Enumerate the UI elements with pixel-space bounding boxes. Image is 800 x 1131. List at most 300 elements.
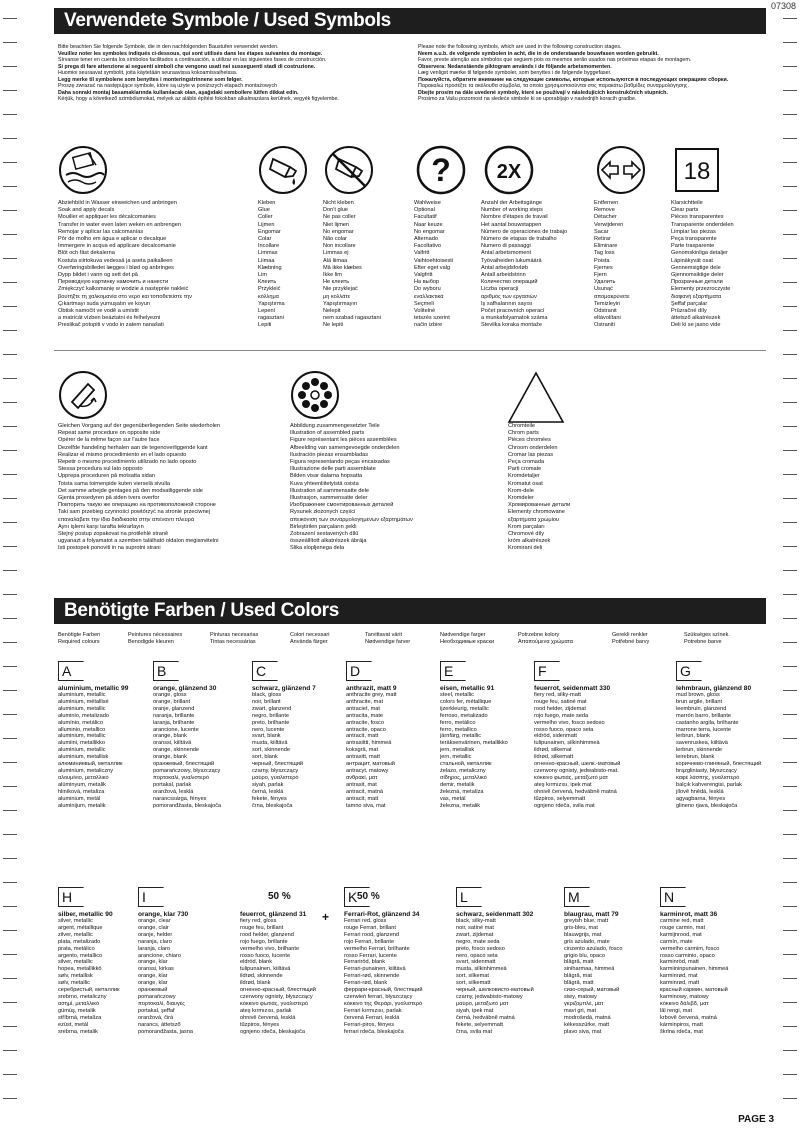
color-swatch	[153, 661, 249, 809]
swatch-header	[252, 661, 348, 681]
translation-line: εναλλακτικά	[414, 293, 444, 300]
swatch-translation: carmín, mate	[660, 938, 693, 945]
swatch-translation: antrasitt, matt	[346, 754, 380, 761]
translation-line: Remojar y aplicar las calcomanías	[58, 228, 144, 235]
intro-line: Huomioi seuraavat symbolit, joita käytetään seuraavissa kokoamisvaiheissa.	[58, 70, 238, 76]
swatch-translation: oranje, helder	[138, 931, 173, 938]
swatch-translation: orange, blank	[153, 754, 187, 761]
swatch-translation: demir, metalik	[440, 781, 475, 788]
translation-line: Удалить	[594, 279, 616, 286]
swatch-translation: orange, clair	[138, 924, 169, 931]
translation-line: Non incollare	[323, 243, 356, 250]
swatch-translation: orange, clear	[138, 918, 171, 924]
swatch-color-name: feuerrot, glänzend 31	[240, 911, 307, 918]
swatch-letter: E	[440, 661, 466, 681]
translation-line: Rysunek złożonych części	[290, 509, 356, 516]
color-swatch	[440, 661, 536, 809]
swatch-translation: karminrød, mat	[660, 973, 698, 980]
translation-line: Facultatif	[414, 214, 437, 221]
swatch-translation: черный, блестящий	[252, 761, 304, 768]
swatch-translation: siyah, ipek mat	[456, 1007, 494, 1014]
swatch-translation: ildrød, silkemat	[534, 747, 572, 754]
translation-line: Chroom onderdelen	[508, 444, 558, 451]
swatch-translation: gümüş, metalik	[58, 1007, 96, 1014]
swatch-translation: antracit, matná	[346, 788, 383, 795]
swatch-translation: ognjeno rdeča, bleskajoča	[240, 1028, 305, 1035]
swatch-translation: μαύρο, γυαλιστερό	[252, 774, 299, 781]
intro-line: Παρακαλώ προσέξτε τα ακόλουθα σύμβολα, τα οποία χρησιμοποιούνται στις παρακάτω βαθμίδες συναρμολόγησης.	[418, 83, 689, 89]
color-swatch	[534, 661, 630, 809]
swatch-translation: fiery red, silky-matt	[534, 692, 581, 698]
swatch-color-name: orange, klar 730	[138, 911, 189, 918]
language-header-line: Nødvendige farver	[365, 638, 411, 645]
intro-line: Observera: Nedanstående piktogram används i de följande arbetsmomenten.	[418, 63, 612, 70]
language-header-line: Pinturas necesarias	[210, 632, 259, 638]
translation-line: Chrom parts	[508, 430, 539, 437]
swatch-translation: orange, brillant	[153, 698, 191, 705]
swatch-translation: aluminio, metalizado	[58, 712, 109, 719]
translation-line: Do wyboru	[414, 286, 441, 293]
translation-line: Dypp bildet i vann og sett det på	[58, 272, 138, 279]
swatch-translation: rouge carmin, mat	[660, 924, 706, 931]
swatch-translation: eldröd, blank	[240, 959, 273, 966]
intro-line: Kérjük, hogy a következő szimbólumokat, melyek az alábbi építési fokokban alkalmazásra kerülnek, vegyék figyelembe.	[58, 96, 339, 102]
swatch-translation: aluminium, métallisé	[58, 698, 109, 705]
language-header-line: Benodigde kleuren	[128, 638, 174, 645]
swatch-translations	[153, 692, 249, 809]
swatch-translation: gris-bleu, mat	[564, 924, 598, 931]
swatch-translation: κόκκινο δάλιβδ, ματ	[660, 1000, 709, 1007]
right-margin-ticks	[780, 0, 800, 1131]
translation-line: αριθμός των εργασιών	[481, 293, 537, 300]
swatch-translation: lâl rengi, mat	[660, 1007, 693, 1014]
translation-line: Entfernen	[594, 200, 619, 206]
swatch-translation: алюминиевый, металлик	[58, 761, 123, 768]
swatch-color-name: blaugrau, matt 79	[564, 911, 619, 918]
translation-line: Pièces chromées	[508, 437, 551, 444]
color-swatch	[344, 887, 440, 1035]
language-header-line: Potrebne barve	[684, 638, 722, 645]
swatch-translation: nero, lucente	[252, 726, 285, 733]
translation-line: Deli ki se jasno vide	[671, 322, 721, 329]
language-header	[365, 632, 410, 645]
language-header-line: Potrzebne kolory	[518, 632, 560, 638]
translation-line: Naar keuze	[414, 221, 443, 228]
page-number: PAGE 3	[738, 1114, 774, 1125]
swatch-translation: ohnivě červená, lesklá	[240, 1014, 296, 1021]
translation-line: Fjern	[594, 272, 607, 279]
translation-line: Kuva yhteenliitetyistä osista	[290, 480, 359, 487]
intro-line: Læg venligst mærke til følgende symboler, som benyttes i de følgende byggefaser.	[418, 70, 612, 76]
translation-line: Numero di passaggi	[481, 243, 531, 250]
translation-line: Soak and apply decals	[58, 207, 115, 214]
translation-line: Liczba operacji	[481, 286, 519, 293]
language-header	[290, 632, 329, 645]
swatch-translation: colors fer, métallique	[440, 698, 492, 705]
swatch-translation: narancs, áttetsző	[138, 1021, 181, 1028]
mix-percentage: 50 %	[268, 891, 291, 902]
swatch-translation: ognjeno rdeča, svila mat	[534, 802, 595, 809]
symbol-translation-column	[414, 200, 482, 330]
swatch-translation: стальной, металлик	[440, 761, 492, 768]
translation-line: Alternado	[414, 236, 438, 243]
swatch-translation: blågrå, mat	[564, 973, 592, 980]
translation-line: Zmiękczyć kalkomanię w wodzie a następnie nakleić	[58, 286, 189, 293]
swatch-translation: серебристый, металлик	[58, 987, 120, 994]
translation-line: Limmas ej	[323, 250, 349, 257]
language-header-line: Använda färger	[290, 638, 328, 645]
swatch-translation: glineno rjava, bleskajoča	[676, 802, 738, 809]
symbol-translation-column	[290, 423, 485, 553]
translation-line: Temizleyin	[594, 300, 621, 307]
symbol-icons-row-2	[58, 370, 770, 420]
swatch-color-name: feuerrot, seidenmatt 330	[534, 685, 611, 692]
translation-line: απεικόνιση των συναρμολογημένων εξαρτημάτων	[290, 516, 413, 523]
translation-line: Parti cromate	[508, 466, 542, 473]
clear-parts-icon	[672, 145, 722, 195]
swatch-translation: ezüst, metál	[58, 1021, 89, 1028]
symbol-translation-column	[508, 423, 628, 553]
translation-line: Facoltativo	[414, 243, 442, 250]
translation-line: Realizar el mismo procedimiento en el lado opuesto	[58, 451, 187, 458]
translation-line: Må ikke klæbes	[323, 264, 362, 271]
translation-line: κόλλημα	[258, 293, 279, 300]
swatch-translation: ferro, metálico	[440, 719, 476, 726]
translation-line: nem szabad ragasztani	[323, 315, 381, 322]
translation-line: Älä liimaa	[323, 257, 348, 264]
swatch-translation: orange, klar	[138, 980, 168, 987]
swatch-translation: narancssárga, fényes	[153, 795, 207, 802]
swatch-translation: svart, sidenmatt	[456, 959, 496, 966]
swatch-translation: czerwień ferrari, błyszczący	[344, 993, 413, 1000]
water-decal-icon	[58, 145, 108, 195]
language-header-line: Tarvittavat värit	[365, 632, 402, 638]
swatch-translation: antracit, matt	[346, 733, 379, 740]
translation-line: Seçmeli	[414, 300, 434, 307]
swatch-letter: C	[252, 661, 278, 681]
translation-line: Fjernes	[594, 264, 613, 271]
translation-line: Taki sam przebieg czynności powtórzyć na stronie przeciwnej	[58, 509, 211, 516]
swatch-translation: gris azulado, mate	[564, 938, 610, 945]
swatch-translation: sort, silkemat	[456, 973, 489, 980]
swatch-translations	[534, 692, 630, 809]
symbol-translation-column	[594, 200, 654, 330]
translation-line: Eliminare	[594, 243, 618, 250]
swatch-translation: κόκκινο της Φεράρι, γυαλιστερό	[344, 1000, 423, 1007]
translation-line: İş safhalarının sayısı	[481, 300, 533, 307]
swatch-translation: alüminyum, metalik	[58, 781, 106, 788]
repeat-count-icon	[484, 145, 534, 195]
language-header-line: Nødvendige farger	[440, 632, 486, 638]
swatch-translation: κόκκινο φωτιάς, γυαλιστερό	[240, 1000, 309, 1007]
translation-line: Tag loss	[594, 250, 615, 257]
swatch-translation: aluminium, metallic	[58, 733, 106, 740]
swatch-translation: argent, métallique	[58, 924, 103, 931]
swatch-translation: antrasiitti, himmeä	[346, 740, 392, 747]
swatch-translation: brązgliniasty, błyszczący	[676, 767, 737, 774]
swatch-translations	[564, 918, 660, 1035]
swatch-translation: prata, metálico	[58, 945, 95, 952]
swatch-translation: noir, brillant	[252, 698, 281, 705]
swatch-letter: M	[564, 887, 590, 907]
color-swatch	[138, 887, 234, 1035]
swatch-translation: tamno siva, mat	[346, 802, 386, 809]
swatch-color-name: eisen, metallic 91	[440, 685, 495, 692]
translation-line: Retirar	[594, 236, 611, 243]
translation-line: Прозрачные детали	[671, 279, 723, 286]
translation-line: Anzahl der Arbeitsgänge	[481, 200, 542, 206]
swatch-translation: arancione, chiaro	[138, 952, 181, 959]
swatch-color-name: orange, glänzend 30	[153, 685, 217, 692]
swatch-translation: zwart, glanzend	[252, 705, 292, 712]
swatch-letter: D	[346, 661, 372, 681]
swatch-translation: оранжевый, блестящий	[153, 761, 215, 768]
translation-line: No engomar	[323, 228, 354, 235]
swatch-translation: carmine red, matt	[660, 918, 704, 924]
translation-line: Repetir o mesmo procedimento utilizado no lado oposto	[58, 459, 197, 466]
language-header-line: Απαιτούμενα χρώματα	[518, 638, 573, 645]
swatch-translation: järnfärg, metallic	[440, 733, 482, 740]
swatch-translation: ferroso, metalizado	[440, 712, 488, 719]
swatch-header	[456, 887, 552, 907]
translation-line: Liimaa	[258, 257, 275, 264]
translation-line: Lijmen	[258, 221, 275, 228]
swatch-color-name: karminrot, matt 36	[660, 911, 718, 918]
translation-line: Remove	[594, 207, 615, 214]
language-header-line: Benötigte Farben	[58, 632, 101, 638]
swatch-translation: zwart, zijdemat	[456, 931, 494, 938]
translation-line: Blöt och fäst dekalerna	[58, 250, 115, 257]
symbol-icons-row	[58, 145, 770, 195]
translation-line: Odstranit	[594, 308, 617, 315]
translation-line: Genomskinliga detaljer	[671, 250, 728, 257]
swatch-translation: oranssi, kiiltävä	[153, 740, 192, 747]
swatch-translation: antracyt, matowy	[346, 767, 389, 774]
swatch-color-name: silber, metallic 90	[58, 911, 113, 918]
swatch-translation: antracite, fosco	[346, 719, 384, 726]
language-header-line: Gerekli renkler	[612, 632, 648, 638]
swatch-translation: sølv, metallic	[58, 980, 90, 987]
swatch-translation: preto, fosco sedoso	[456, 945, 505, 952]
language-header-line: Необходимые краски	[440, 638, 495, 645]
language-header	[518, 632, 573, 645]
symbol-translation-column	[671, 200, 771, 330]
swatch-translation: balçık kahverengisi, parlak	[676, 781, 742, 788]
translation-line: Ilustración piezas ensambladas	[290, 451, 369, 458]
translation-line: Abziehbild in Wasser einweichen und anbringen	[58, 200, 177, 206]
swatch-translation: Ferrari-rød, blank	[344, 980, 388, 987]
swatch-translations	[252, 692, 348, 809]
swatch-translation: lerbrun, skinnende	[676, 747, 723, 754]
swatch-translation: stříbrná, metalíza	[58, 1014, 102, 1021]
translation-line: Illustration af sammensatte dele	[290, 487, 369, 494]
translation-line: Isti postopek ponoviti in na suprotni strani	[58, 545, 161, 552]
translation-line: Aynı işlemi karşı tarafta tekrarlayın	[58, 523, 144, 530]
swatch-translation: vermelho carmim, fosco	[660, 945, 720, 952]
swatch-translation: oranžová, čirá	[138, 1014, 174, 1021]
swatch-translation: rouge Ferrari, brillant	[344, 924, 396, 931]
swatch-translation: črna, svila mat	[456, 1028, 493, 1035]
swatch-translation: modrošedá, matná	[564, 1014, 611, 1021]
translation-line: Parte trasparente	[671, 243, 715, 250]
swatch-translation: eldröd, sidenmatt	[534, 733, 577, 740]
swatch-translation: negro, mate seda	[456, 938, 500, 945]
translation-line: Niet lijmen	[323, 221, 350, 228]
swatch-translation: aluminium, metallic	[58, 705, 106, 712]
swatch-translation: srebrna, metalik	[58, 1028, 98, 1035]
glue-icon	[258, 145, 308, 195]
translation-line: Number of working steps	[481, 207, 543, 214]
swatch-translation: naranja, brillante	[153, 712, 195, 719]
translation-line: tetszés szerint	[414, 315, 450, 322]
translation-line: Zobrazení sestavených dílů	[290, 531, 359, 538]
swatch-translation: naranja, claro	[138, 938, 172, 945]
intro-line: Sírvanse tener en cuenta los símbolos facilitados a continuación, a utilizar en las siguientes fases de construcción.	[58, 57, 327, 63]
swatch-translation: škrlna rdeča, mat	[660, 1028, 703, 1035]
translation-line: ragasztani	[258, 315, 284, 322]
swatch-translation: aluminium, metallic	[58, 747, 106, 754]
language-header	[684, 632, 730, 645]
intro-right	[418, 44, 768, 103]
translation-line: Peça cromada	[508, 459, 545, 466]
left-margin-ticks	[0, 0, 20, 1131]
intro-line: Dbejte prosím na dále uvedené symboly, které se používají v následujících konstrukčních stupních.	[418, 89, 668, 96]
swatch-translation: agyagbarna, fényes	[676, 795, 726, 802]
language-header-line: Tintas necessárias	[210, 638, 256, 645]
swatch-translation: pomoranđžasta, bleskajoča	[153, 802, 222, 809]
swatch-translation: оранжевый	[138, 987, 168, 994]
remove-icon	[596, 145, 646, 195]
translation-line: Número de operaciones de trabajo	[481, 228, 568, 235]
translation-line: Usunąć	[594, 286, 613, 293]
translation-line: Upprepa proceduren på motsatta sidan	[58, 473, 156, 480]
translation-line: No engomar	[414, 228, 445, 235]
translation-line: Kostuta siirtokuva vedessä ja aseta paikalleen	[58, 257, 173, 264]
swatch-translation: karminröd, matt	[660, 959, 699, 966]
no-glue-icon	[324, 145, 374, 195]
intro-line: Пожалуйста, обратите внимание на следующие символы, которые используются в последующих операциях сборки.	[418, 76, 729, 83]
swatch-translation: aluminium, metallisk	[58, 754, 109, 761]
language-header-line: Szükséges színek.	[684, 632, 730, 638]
swatch-translation: aluminium, metaliczny	[58, 767, 114, 774]
swatch-translations	[456, 918, 552, 1035]
swatch-translation: ferrari rdeča, bleskajoča	[344, 1028, 404, 1035]
swatch-header	[153, 661, 249, 681]
translation-line: Glue	[258, 207, 270, 214]
mix-plus-sign: +	[322, 910, 330, 924]
swatch-translation: antracite, opaco	[346, 726, 386, 733]
swatch-translation: orange, blank	[153, 733, 187, 740]
translation-line: Številka koraka montaže	[481, 322, 542, 329]
translation-line: Ostraniti	[594, 322, 615, 329]
translation-line: επαναλάβετε την ίδια διαδικασία στην απέναντι πλευρά	[58, 516, 195, 523]
swatch-translation: ferro, metallico	[440, 726, 477, 733]
swatch-translation: orange, skinnende	[153, 747, 200, 754]
symbol-translation-column	[58, 200, 258, 330]
swatch-translation: anthracite grey, matt	[346, 692, 397, 698]
translation-line: Wahlweise	[414, 200, 441, 206]
swatch-translation: krbově červená, matná	[660, 1014, 717, 1021]
translation-line: Peça transparente	[671, 236, 717, 243]
translation-line: Transparente onderdelen	[671, 221, 734, 228]
swatch-translation: fekete, selyemmatt	[456, 1021, 503, 1028]
swatch-translations	[58, 692, 154, 809]
translation-line: Slika sloplјenega dela	[290, 545, 345, 552]
swatch-translation: nero, opaco seta	[456, 952, 498, 959]
intro-line: Please note the following symbols, which are used in the following construction stages.	[418, 44, 622, 50]
translation-line: Repeat same procedure on opposite side	[58, 430, 161, 437]
swatch-translation: argento, metallico	[58, 952, 103, 959]
translation-line: Volitelné	[414, 308, 436, 315]
swatch-color-name: anthrazit, matt 9	[346, 685, 397, 692]
swatch-translation: hopea, metallikkö	[58, 966, 102, 973]
assembled-parts-icon	[290, 370, 340, 420]
swatch-translation: plata, metalizado	[58, 938, 101, 945]
swatch-translation: Ferrari red, gloss	[344, 918, 387, 924]
swatch-translation: sort, blank	[252, 754, 278, 761]
swatch-color-name: aluminium, metallic 99	[58, 685, 129, 692]
swatch-translation: brun argile, brillant	[676, 698, 723, 705]
swatch-header	[660, 887, 756, 907]
translation-line: Don't glue	[323, 207, 349, 214]
translation-line: Nelepit	[323, 308, 341, 315]
swatch-translation: savenruskea, kiiltävä	[676, 740, 728, 747]
swatch-translation: greyish blue, matt	[564, 918, 609, 924]
translation-line: Gennemsigtige dele	[671, 264, 721, 271]
color-swatch	[660, 887, 756, 1035]
swatch-translation: hliníková, metalíza	[58, 788, 105, 795]
translation-line: Klarsichtteile	[671, 200, 703, 206]
swatch-translation: siniharmaa, himmeä	[564, 966, 615, 973]
swatch-translation: svart, blank	[252, 733, 281, 740]
swatch-translation: siyah, parlak	[252, 781, 284, 788]
translation-line: μη κολλάτε	[323, 293, 351, 300]
intro-line: Neem a.u.b. de volgende symbolen in acht, die in de onderstaande bouwfasen worden gebruikt.	[418, 50, 659, 57]
translation-line: a matricát vízben beáztatni és felhelyezni	[58, 315, 161, 322]
translation-line: Lepiti	[258, 322, 272, 329]
swatch-translation: sort, skinnende	[252, 747, 290, 754]
swatch-translation: grigio blu, opaco	[564, 952, 606, 959]
swatch-letter: L	[456, 887, 482, 907]
translation-line: Työvaiheiden lukumäärä	[481, 257, 542, 264]
translation-line: Opérer de la même façon sur l'autre face	[58, 437, 160, 444]
swatch-translation: rosso Ferrari, lucente	[344, 952, 397, 959]
translation-line: Kromdeler	[508, 495, 534, 502]
translation-line: Transfer in water even laten weken en anbrengen	[58, 221, 181, 228]
swatch-header	[534, 661, 630, 681]
swatch-translation: černá, lesklá	[252, 788, 284, 795]
swatch-translation: castanho argila, brilhante	[676, 719, 739, 726]
translation-line: Antal arbejdsforløb	[481, 264, 528, 271]
swatch-translation: żelazo, metaliczny	[440, 767, 486, 774]
swatch-translation: rood helder, glanzend	[240, 931, 294, 938]
swatch-translation: rouge feu, satiné mat	[534, 698, 587, 705]
swatch-translation: železná, metalíza	[440, 788, 484, 795]
swatch-translation: aluminijum, metalik	[58, 802, 106, 809]
translation-line: Переводную картинку намочить и нанести	[58, 279, 169, 286]
translation-line: Yapıştırmayın	[323, 300, 358, 307]
translation-line: Illustrazione delle parti assemblate	[290, 466, 376, 473]
translation-line: Gjennomsiktige deler	[671, 272, 724, 279]
translation-line: Cromar las piezas	[508, 451, 554, 458]
swatch-translation: tűzpiros, selyemmatt	[534, 795, 586, 802]
swatch-translation: alumínio, metálico	[58, 719, 104, 726]
swatch-letter: I	[138, 887, 164, 907]
swatch-translation: negro, brillante	[252, 712, 290, 719]
swatch-translation: aluminium, metallic	[58, 692, 106, 698]
translation-line: Clear parts	[671, 207, 699, 214]
swatch-translation: alluminio, metallico	[58, 726, 106, 733]
